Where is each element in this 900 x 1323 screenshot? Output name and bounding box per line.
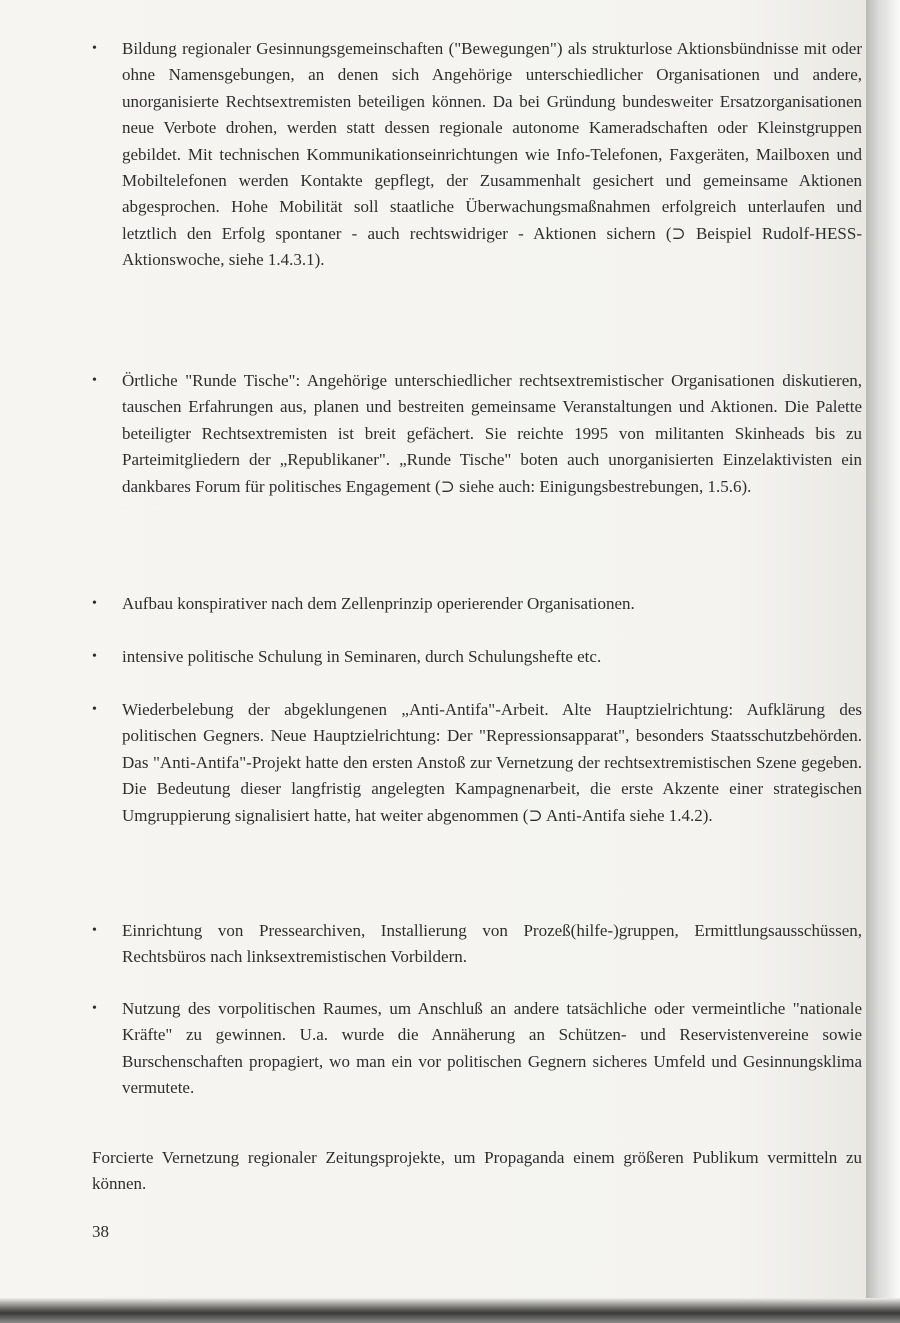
bullet-dot: •	[92, 649, 97, 664]
page-bottom-shadow	[0, 1298, 900, 1323]
page-number: 38	[92, 1222, 109, 1241]
page-binding-shadow	[866, 0, 900, 1323]
bullet-dot: •	[92, 596, 97, 611]
list-item	[92, 591, 862, 617]
bullet-dot: •	[92, 41, 97, 56]
bullet-dot: •	[92, 373, 97, 388]
list-item-text: Nutzung des vorpolitischen Raumes, um Anschluß an andere tatsächliche oder vermeintliche "nationale Kräfte" zu gewinnen. U.a. wurde die Annäherung an Schützen- und Reservistenvereine sowie Burschenschaften propagiert, wo man ein vor politischen Gegnern sicheres Umfeld und Gesinnungsklima vermutete.	[122, 999, 862, 1098]
closing-paragraph: Forcierte Vernetzung regionaler Zeitungsprojekte, um Propaganda einem größeren Publikum vermitteln zu können.	[92, 1148, 862, 1194]
bullet-dot: •	[92, 1001, 97, 1016]
bullet-dot: •	[92, 923, 97, 938]
list-item	[92, 36, 862, 274]
bullet-dot: •	[92, 702, 97, 717]
list-item	[92, 697, 862, 829]
list-item-text: intensive politische Schulung in Seminaren, durch Schulungshefte etc.	[122, 647, 602, 666]
list-item	[92, 644, 862, 670]
list-item-text: Aufbau konspirativer nach dem Zellenprinzip operierender Organisationen.	[122, 594, 635, 613]
list-item-text: Wiederbelebung der abgeklungenen „Anti-Antifa"-Arbeit. Alte Hauptzielrichtung: Aufklärung des politischen Gegners. Neue Hauptzielrichtung: Der "Repressionsapparat", besonders Staatsschutzbehörden. Das "Anti-Antifa"-Projekt hatte den ersten Anstoß zur Vernetzung der rechtsextremistischen Szene gegeben. Die Bedeutung dieser langfristig angelegten Kampagnenarbeit, die erste Akzente einer strategischen Umgruppierung signalisiert hatte, hat weiter abgenommen (⊃ Anti-Antifa siehe 1.4.2).	[122, 700, 862, 825]
list-item-text: Örtliche "Runde Tische": Angehörige unterschiedlicher rechtsextremistischer Organisationen diskutieren, tauschen Erfahrungen aus, planen und bestreiten gemeinsame Veranstaltungen und Aktionen. Die Palette beteiligter Rechtsextremisten ist breit gefächert. Sie reichte 1995 von militanten Skinheads bis zu Parteimitgliedern der „Republikaner". „Runde Tische" boten auch unorganisierten Einzelaktivisten ein dankbares Forum für politisches Engagement (⊃ siehe auch: Einigungsbestrebungen, 1.5.6).	[122, 371, 862, 496]
list-item-text: Einrichtung von Pressearchiven, Installierung von Prozeß(hilfe-)gruppen, Ermittlungsausschüssen, Rechtsbüros nach linksextremistischen Vorbildern.	[122, 921, 862, 967]
list-item	[92, 996, 862, 1102]
list-item-text: Bildung regionaler Gesinnungsgemeinschaften ("Bewegungen") als strukturlose Aktionsbündnisse mit oder ohne Namensgebungen, an denen sich Angehörige unterschiedlicher Organisationen und andere, unorganisierte Rechtsextremisten beteiligen können. Da bei Gründung bundesweiter Ersatzorganisationen neue Verbote drohen, werden statt dessen regionale autonome Kameradschaften oder Kleinstgruppen gebildet. Mit technischen Kommunikationseinrichtungen wie Info-Telefonen, Faxgeräten, Mailboxen und Mobiltelefonen werden Kontakte gepflegt, der Zusammenhalt gesichert und gemeinsame Aktionen abgesprochen. Hohe Mobilität soll staatliche Überwachungsmaßnahmen erfolgreich unterlaufen und letztlich den Erfolg spontaner - auch rechtswidriger - Aktionen sichern (⊃ Beispiel Rudolf-HESS-Aktionswoche, siehe 1.4.3.1).	[122, 39, 862, 270]
list-item	[92, 918, 862, 971]
list-item	[92, 368, 862, 500]
